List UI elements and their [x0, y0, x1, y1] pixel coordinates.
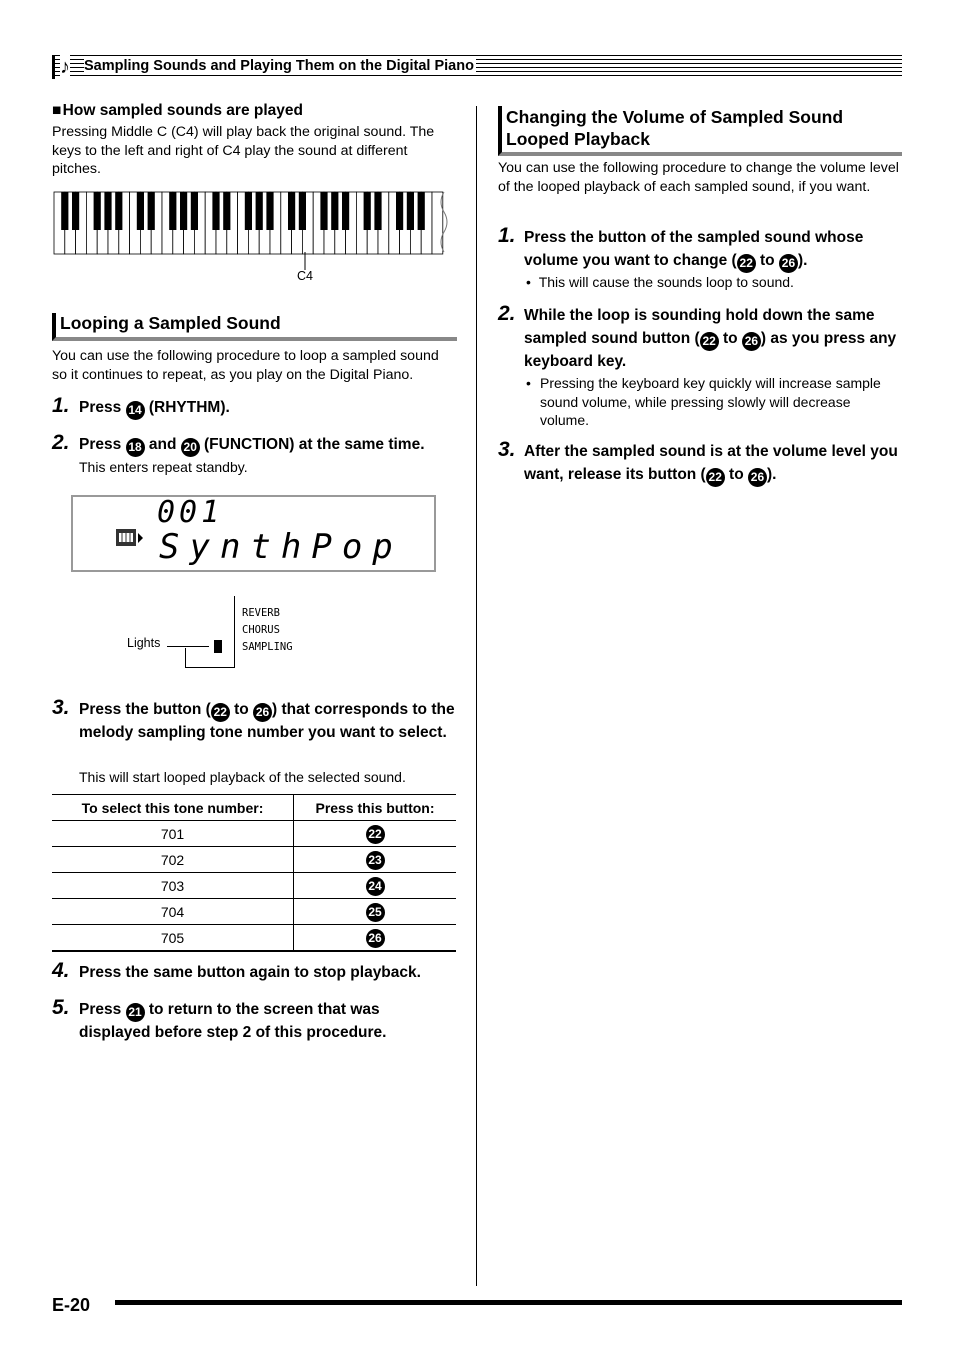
lcd-display — [71, 495, 436, 572]
lcd-number: 001 — [157, 495, 224, 530]
right-step-1-number: 1. — [498, 224, 516, 247]
volume-intro: You can use the following procedure to change the volume level of the looped playback of each sampled sound, if you want. — [498, 160, 899, 195]
page-number: E-20 — [52, 1295, 91, 1315]
right-step-2-text: While the loop is sounding hold down the same sampled sound button ( 22 to 26 ) as you press any keyboard key. — [524, 307, 897, 370]
indicator-reverb: REVERB — [242, 607, 280, 619]
black-key — [320, 192, 327, 230]
black-key — [407, 192, 414, 230]
button-18-icon: 18 — [126, 438, 145, 457]
step-5-text: Press 21 to return to the screen that was displayed before step 2 of this procedure. — [79, 1001, 387, 1041]
black-key — [331, 192, 338, 230]
table-header-button: Press this button: — [294, 795, 457, 821]
black-key — [266, 192, 273, 230]
black-key — [288, 192, 295, 230]
step-4-number: 4. — [52, 959, 70, 982]
looping-intro: You can use the following procedure to loop a sampled sound so it continues to repeat, as you play on the Digital Piano. — [52, 348, 439, 383]
black-key — [212, 192, 219, 230]
button-26-icon: 26 — [253, 703, 272, 722]
square-bullet-icon: ■ — [52, 102, 62, 119]
black-key — [364, 192, 371, 230]
black-key — [180, 192, 187, 230]
volume-section-title: Changing the Volume of Sampled Sound Looped Playback — [498, 106, 902, 156]
button-26-icon: 26 — [748, 468, 767, 487]
played-heading: ■ How sampled sounds are played — [52, 102, 303, 119]
button-26-icon: 26 — [742, 332, 761, 351]
table-row — [52, 925, 456, 952]
table-row — [52, 899, 456, 925]
music-note-icon: ♪ — [60, 56, 70, 78]
black-key — [418, 192, 425, 230]
black-key — [115, 192, 122, 230]
black-key — [342, 192, 349, 230]
table-cell-button — [294, 899, 457, 925]
step-3-number: 3. — [52, 696, 70, 719]
black-key — [396, 192, 403, 230]
table-cell-button — [294, 873, 457, 899]
black-key — [61, 192, 68, 230]
step-2-text: Press 18 and 20 (FUNCTION) at the same time. — [79, 434, 425, 457]
step-4-text: Press the same button again to stop playback. — [79, 964, 421, 981]
right-step-1-bullet: • This will cause the sounds loop to sound. — [526, 274, 794, 290]
step-1-text: Press 14 (RHYTHM). — [79, 397, 230, 420]
right-step-1-text: Press the button of the sampled sound whose volume you want to change ( 22 to 26 ). — [524, 227, 902, 273]
button-20-icon: 20 — [181, 438, 200, 457]
header-title: Sampling Sounds and Playing Them on the Digital Piano — [84, 58, 474, 74]
button-25-icon: 25 — [366, 903, 385, 922]
black-key — [137, 192, 144, 230]
played-body: Pressing Middle C (C4) will play back the original sound. The keys to the left and right of C4 play the sound at different pitches. — [52, 124, 435, 177]
indicator-divider — [234, 596, 235, 668]
table-cell-button — [294, 925, 457, 952]
c4-label: C4 — [297, 269, 313, 283]
black-key — [94, 192, 101, 230]
step-2-note: This enters repeat standby. — [79, 459, 248, 475]
step-3-text: Press the button ( 22 to 26 ) that corresponds to the melody sampling tone number you want to select. — [79, 701, 455, 741]
looping-section-title: Looping a Sampled Sound — [52, 313, 457, 341]
table-row — [52, 847, 456, 873]
black-key — [374, 192, 381, 230]
step-1-number: 1. — [52, 394, 70, 417]
black-key — [72, 192, 79, 230]
bullet-icon: • — [526, 274, 531, 290]
button-22-icon: 22 — [737, 254, 756, 273]
button-22-icon: 22 — [700, 332, 719, 351]
tone-number: 703 — [52, 873, 294, 899]
button-26-icon: 26 — [779, 254, 798, 273]
indicator-light — [214, 640, 222, 653]
button-24-icon: 24 — [366, 877, 385, 896]
table-row — [52, 821, 456, 847]
right-step-2-number: 2. — [498, 302, 516, 325]
footer-rule — [115, 1300, 902, 1305]
black-key — [191, 192, 198, 230]
table-cell-button — [294, 847, 457, 873]
black-key — [223, 192, 230, 230]
black-key — [148, 192, 155, 230]
indicator-base-tick — [185, 648, 186, 668]
black-key — [245, 192, 252, 230]
black-key — [299, 192, 306, 230]
black-key — [256, 192, 263, 230]
black-key — [104, 192, 111, 230]
column-divider — [476, 106, 477, 1286]
step-5-number: 5. — [52, 996, 70, 1019]
table-header-tone: To select this tone number: — [52, 795, 294, 821]
bullet-icon: • — [526, 375, 531, 391]
drum-icon — [115, 527, 145, 549]
table-header-row — [52, 795, 456, 821]
tone-table — [52, 794, 456, 952]
button-22-icon: 22 — [706, 468, 725, 487]
button-22-icon: 22 — [211, 703, 230, 722]
step-2-number: 2. — [52, 431, 70, 454]
right-step-3-number: 3. — [498, 438, 516, 461]
button-14-icon: 14 — [126, 401, 145, 420]
button-23-icon: 23 — [366, 851, 385, 870]
tone-number: 705 — [52, 925, 294, 952]
lcd-tone-name: SynthPop — [159, 527, 403, 567]
keyboard-illustration — [52, 190, 452, 285]
button-21-icon: 21 — [126, 1003, 145, 1022]
tone-number: 704 — [52, 899, 294, 925]
table-cell-button — [294, 821, 457, 847]
lights-label: Lights — [127, 636, 161, 650]
tone-number: 701 — [52, 821, 294, 847]
indicator-chorus: CHORUS — [242, 624, 280, 636]
right-step-3-text: After the sampled sound is at the volume level you want, release its button ( 22 to 26 ). — [524, 441, 902, 487]
indicator-base-line — [185, 667, 235, 668]
header-bar — [52, 55, 55, 79]
table-row — [52, 873, 456, 899]
black-key — [169, 192, 176, 230]
right-step-2-bullet: • Pressing the keyboard key quickly will increase sample sound volume, while pressing slowly will decrease volume. — [526, 375, 881, 428]
button-26-icon: 26 — [366, 929, 385, 948]
button-22-icon: 22 — [366, 825, 385, 844]
step-3-note: This will start looped playback of the selected sound. — [79, 769, 406, 785]
indicator-sampling: SAMPLING — [242, 641, 293, 653]
lights-leader-line — [167, 646, 209, 647]
tone-number: 702 — [52, 847, 294, 873]
